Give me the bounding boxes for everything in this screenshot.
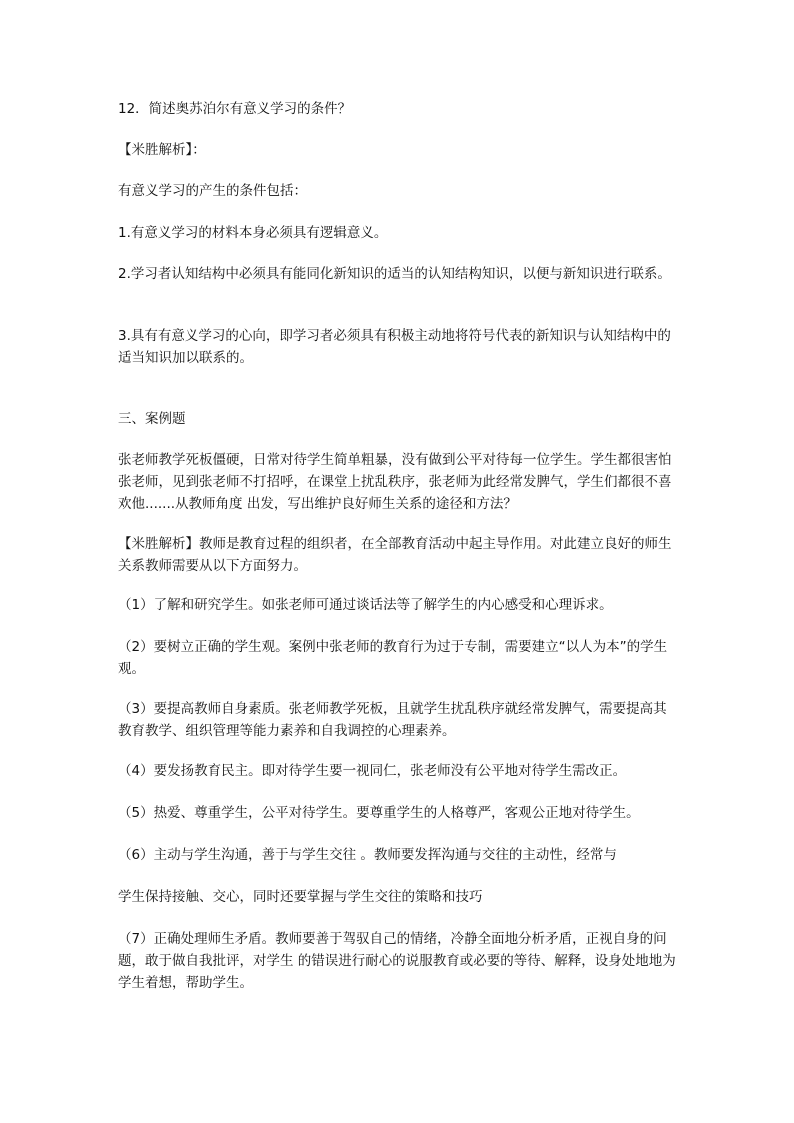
section-heading: 三、案例题 xyxy=(118,411,186,427)
condition-1: 1.有意义学习的材料本身必须具有逻辑意义。 xyxy=(118,225,388,241)
point-7: （7）正确处理师生矛盾。教师要善于驾驭自己的情绪，冷静全面地分析矛盾，正视自身的问题，敢于做自我批评，对学生 的错误进行耐心的说服教育或必要的等待、解释，设身处地地为学生着想，帮助学生。 xyxy=(118,931,676,991)
point-2: （2）要树立正确的学生观。案例中张老师的教育行为过于专制，需要建立“以人为本”的学生观。 xyxy=(118,639,668,677)
question-12: 12．简述奥苏泊尔有意义学习的条件？ xyxy=(118,101,352,117)
point-3: （3）要提高教师自身素质。张老师教学死板，且就学生扰乱秩序就经常发脾气，需要提高其教育教学、组织管理等能力素养和自我调控的心理素养。 xyxy=(118,701,667,739)
point-4: （4）要发扬教育民主。即对待学生要一视同仁，张老师没有公平地对待学生需改正。 xyxy=(118,763,627,779)
point-6-part-1: （6）主动与学生沟通，善于与学生交往 。教师要发挥沟通与交往的主动性，经常与 xyxy=(118,847,617,863)
point-6-part-2: 学生保持接触、交心，同时还要掌握与学生交往的策略和技巧 xyxy=(118,889,483,905)
condition-3: 3.具有有意义学习的心向，即学习者必须具有积极主动地将符号代表的新知识与认知结构中的适当知识加以联系的。 xyxy=(118,328,671,366)
point-1: （1）了解和研究学生。如张老师可通过谈话法等了解学生的内心感受和心理诉求。 xyxy=(118,597,613,613)
conditions-intro: 有意义学习的产生的条件包括： xyxy=(118,183,307,199)
analysis-label: 【米胜解析】： xyxy=(118,142,206,158)
point-5: （5）热爱、尊重学生，公平对待学生。要尊重学生的人格尊严，客观公正地对待学生。 xyxy=(118,805,640,821)
case-text: 张老师教学死板僵硬，日常对待学生简单粗暴，没有做到公平对待每一位学生。学生都很害怕张老师，见到张老师不打招呼，在课堂上扰乱秩序，张老师为此经常发脾气，学生们都很不喜欢他.......从教师角度 出发，写出维护良好师生关系的途径和方法？ xyxy=(118,452,672,512)
case-analysis: 【米胜解析】教师是教育过程的组织者，在全部教育活动中起主导作用。对此建立良好的师生关系教师需要从以下方面努力。 xyxy=(118,536,672,574)
condition-2: 2.学习者认知结构中必须具有能同化新知识的适当的认知结构知识，以便与新知识进行联系。 xyxy=(118,266,671,282)
